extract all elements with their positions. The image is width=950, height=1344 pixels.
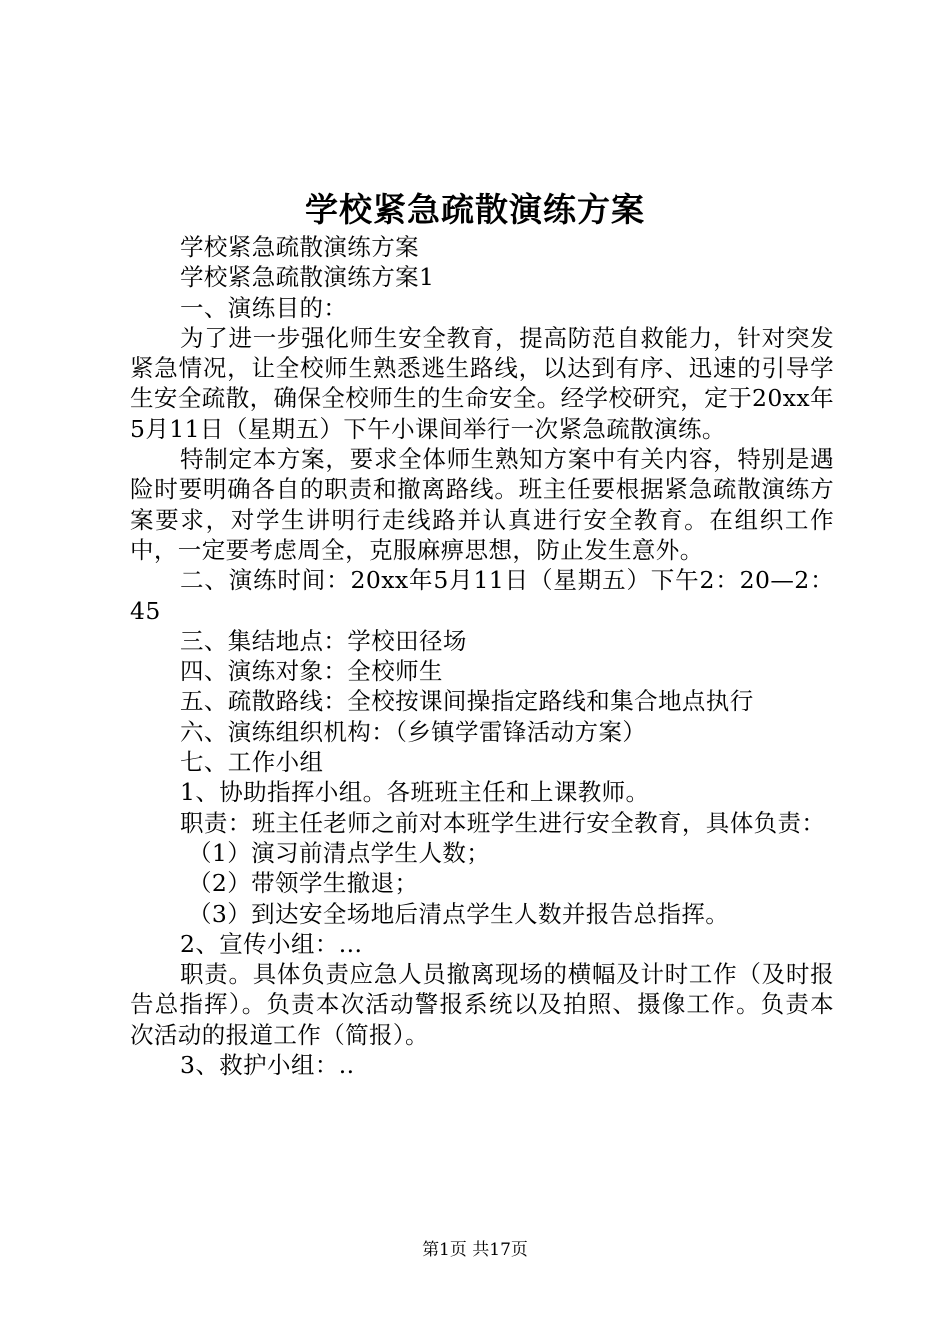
page-number-footer: 第1页 共17页 — [422, 1240, 528, 1260]
paragraph-group-1: 1、协助指挥小组。各班班主任和上课教师。 — [180, 778, 650, 807]
paragraph-purpose-heading: 一、演练目的： — [180, 293, 348, 322]
paragraph-organization: 六、演练组织机构：（乡镇学雷锋活动方案） — [180, 717, 647, 746]
paragraph-duty-item-2: （2）带领学生撤退； — [188, 869, 419, 898]
paragraph-requirements: 特制定本方案，要求全体师生熟知方案中有关内容，特别是遇险时要明确各自的职责和撤离路线。班主任要根据紧急疏散演练方案要求，对学生讲明行走线路并认真进行安全教育。在组织工作中，一定要考虑周全，克服麻痹思想，防止发生意外。 — [130, 445, 834, 564]
paragraph-time: 二、演练时间：20xx年5月11日（星期五）下午2：20—2：45 — [130, 566, 834, 625]
paragraph-group-3: 3、救护小组：.. — [180, 1051, 355, 1080]
paragraph-group-1-duty: 职责：班主任老师之前对本班学生进行安全教育，具体负责： — [180, 808, 826, 837]
paragraph-work-group: 七、工作小组 — [180, 748, 324, 777]
paragraph-subtitle: 学校紧急疏散演练方案 — [180, 233, 419, 261]
document-body — [130, 232, 834, 1080]
paragraph-group-2-duty: 职责。具体负责应急人员撤离现场的横幅及计时工作（及时报告总指挥）。负责本次活动警报系统以及拍照、摄像工作。负责本次活动的报道工作（简报）。 — [130, 960, 834, 1049]
paragraph-route: 五、疏散路线：全校按课间操指定路线和集合地点执行 — [180, 687, 754, 716]
paragraph-duty-item-3: （3）到达安全场地后清点学生人数并报告总指挥。 — [188, 899, 730, 928]
paragraph-location: 三、集结地点：学校田径场 — [180, 626, 467, 655]
document-title: 学校紧急疏散演练方案 — [305, 190, 645, 229]
paragraph-duty-item-1: （1）演习前清点学生人数； — [188, 838, 491, 867]
paragraph-participants: 四、演练对象：全校师生 — [180, 657, 443, 686]
paragraph-section-heading: 学校紧急疏散演练方案1 — [180, 263, 435, 292]
paragraph-group-2: 2、宣传小组：... — [180, 929, 363, 958]
paragraph-purpose-body: 为了进一步强化师生安全教育，提高防范自救能力，针对突发紧急情况，让全校师生熟悉逃生路线，以达到有序、迅速的引导学生安全疏散，确保全校师生的生命安全。经学校研究，定于20xx年5月11日（星期五）下午小课间举行一次紧急疏散演练。 — [130, 323, 834, 443]
